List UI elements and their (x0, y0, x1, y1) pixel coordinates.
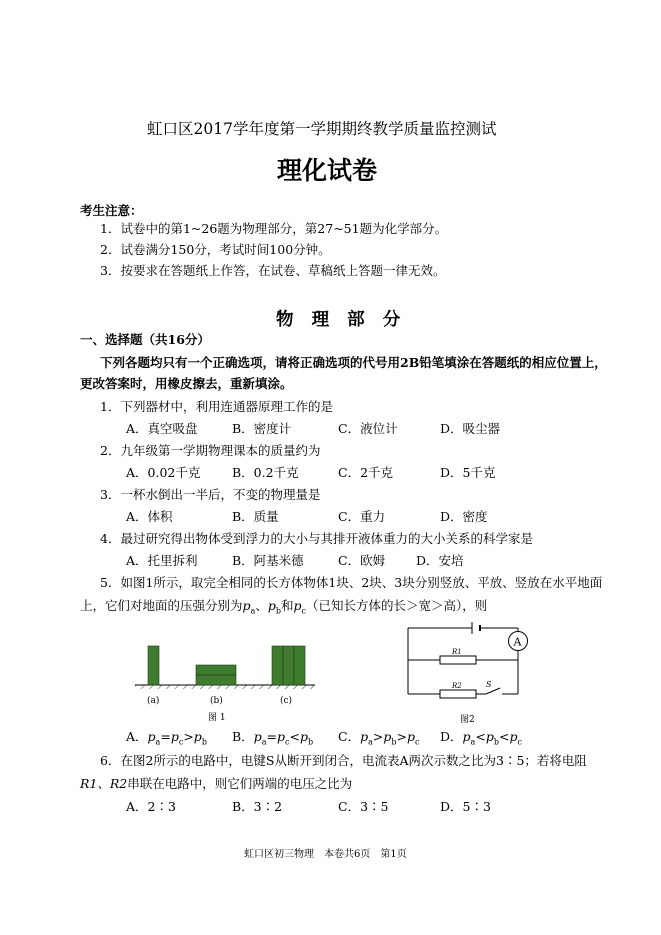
question-5-stem-line2-c: （已知长方体的长＞宽＞高），则 (305, 598, 488, 613)
resistor-r1 (440, 656, 476, 664)
exam-title: 虹口区2017学年度第一学期期终教学质量监控测试 (147, 120, 497, 138)
page-footer: 虹口区初三物理 本卷共6页 第1页 (244, 849, 407, 860)
question-3-option-c: C．重力 (338, 509, 386, 524)
question-4-option-d: D．安培 (416, 553, 464, 568)
pb-sub: b (275, 606, 281, 616)
section-title: 物 理 部 分 (276, 310, 407, 330)
question-1-option-a: A．真空吸盘 (126, 421, 198, 436)
part1-heading: 一、选择题（共16分） (80, 332, 210, 347)
pc-var: p (293, 598, 302, 613)
question-2-option-c: C．2千克 (338, 465, 394, 480)
question-2-option-b: B．0.2千克 (232, 465, 299, 480)
question-3-option-b: B．质量 (232, 509, 279, 524)
q5-b-label: B． (232, 729, 254, 744)
r1-label: R1 (452, 648, 462, 656)
ammeter-label: A (513, 635, 522, 649)
question-3-option-a: A．体积 (126, 509, 173, 524)
ground-hatch (135, 685, 315, 689)
question-5-option-d: D．$p_a<p_b<p_c$ (440, 729, 522, 747)
question-5-option-c: C．$p_a>p_b>p_c$ (338, 729, 420, 747)
figure-1-caption: 图 1 (208, 713, 226, 723)
question-4-option-c: C．欧姆 (338, 553, 386, 568)
question-5-stem-line2: 上，它们对地面的压强分别为$p_a$、$p_b$和$p_c$（已知长方体的长＞宽＞高），则 (80, 598, 488, 616)
question-6-stem-line1: 6．在图2所示的电路中，电键S从断开到闭合，电流表A两次示数之比为3∶5；若将电阻 (100, 753, 587, 768)
question-5-stem-line2-a: 上，它们对地面的压强分别为 (80, 598, 243, 613)
question-5-option-a: A．$p_a=p_c>p_b$ (126, 729, 207, 747)
figure-1 (130, 640, 320, 725)
figure-1-label-b: (b) (210, 696, 223, 706)
figure-2-caption: 图2 (460, 715, 475, 725)
question-2-option-a: A．0.02千克 (126, 465, 201, 480)
question-6-option-d: D．5∶3 (440, 799, 491, 814)
question-3-stem: 3．一杯水倒出一半后，不变的物理量是 (100, 487, 321, 502)
block-c-3 (294, 646, 305, 685)
figure-1-label-a: (a) (147, 696, 160, 706)
part1-instruction-line2: 更改答案时，用橡皮擦去，重新填涂。 (80, 376, 293, 391)
question-5-stem-line1: 5．如图1所示，取完全相同的长方体物体1块、2块、3块分别竖放、平放、竖放在水平地面 (100, 575, 603, 590)
question-4-stem: 4．最过研究得出物体受到浮力的大小与其排开液体重力的大小关系的科学家是 (100, 531, 533, 546)
question-1-option-b: B．密度计 (232, 421, 292, 436)
notice-item-2: 2．试卷满分150分，考试时间100分钟。 (100, 242, 331, 257)
block-c-2 (283, 646, 294, 685)
resistor-names: R1、R2 (80, 776, 128, 791)
r2-label: R2 (452, 682, 462, 690)
block-c-1 (272, 646, 283, 685)
question-6-option-c: C．3∶5 (338, 799, 389, 814)
block-b-top (196, 665, 236, 675)
question-5-stem-line2-b: 和 (280, 598, 294, 613)
paper-title: 理化试卷 (277, 156, 378, 185)
question-2-option-d: D．5千克 (440, 465, 496, 480)
figure-2 (400, 618, 535, 726)
pa-sub: a (250, 606, 256, 616)
q5-c-label: C． (338, 729, 361, 744)
pa-var: p (242, 598, 251, 613)
q5-d-label: D． (440, 729, 463, 744)
pb-var: p (267, 598, 276, 613)
switch-label: S (486, 680, 492, 689)
question-4-option-b: B．阿基米德 (232, 553, 304, 568)
question-4-option-a: A．托里拆利 (126, 553, 198, 568)
notice-item-1: 1．试卷中的第1~26题为物理部分，第27~51题为化学部分。 (100, 221, 448, 236)
question-6-option-a: A．2∶3 (126, 799, 176, 814)
pc-sub: c (301, 606, 306, 616)
question-1-option-c: C．液位计 (338, 421, 398, 436)
notice-heading: 考生注意： (80, 203, 143, 218)
block-a (148, 646, 159, 685)
figure-1-label-c: (c) (280, 696, 293, 706)
question-5-option-b: B．$p_a=p_c<p_b$ (232, 729, 314, 747)
question-3-option-d: D．密度 (440, 509, 488, 524)
q5-a-label: A． (126, 729, 148, 744)
question-1-stem: 1．下列器材中，利用连通器原理工作的是 (100, 399, 333, 414)
resistor-r2 (440, 690, 476, 698)
question-6-stem-line2 (80, 776, 352, 792)
block-b-bottom (196, 675, 236, 685)
part1-instruction-line1: 下列各题均只有一个正确选项，请将正确选项的代号用2B铅笔填涂在答题纸的相应位置上， (100, 355, 607, 370)
question-6-option-b: B．3∶2 (232, 799, 283, 814)
notice-item-3: 3．按要求在答题纸上作答，在试卷、草稿纸上答题一律无效。 (100, 263, 446, 278)
question-6-stem-line2-text: 串联在电路中，则它们两端的电压之比为 (127, 776, 353, 791)
question-2-stem: 2．九年级第一学期物理课本的质量约为 (100, 443, 321, 458)
question-1-option-d: D．吸尘器 (440, 421, 501, 436)
